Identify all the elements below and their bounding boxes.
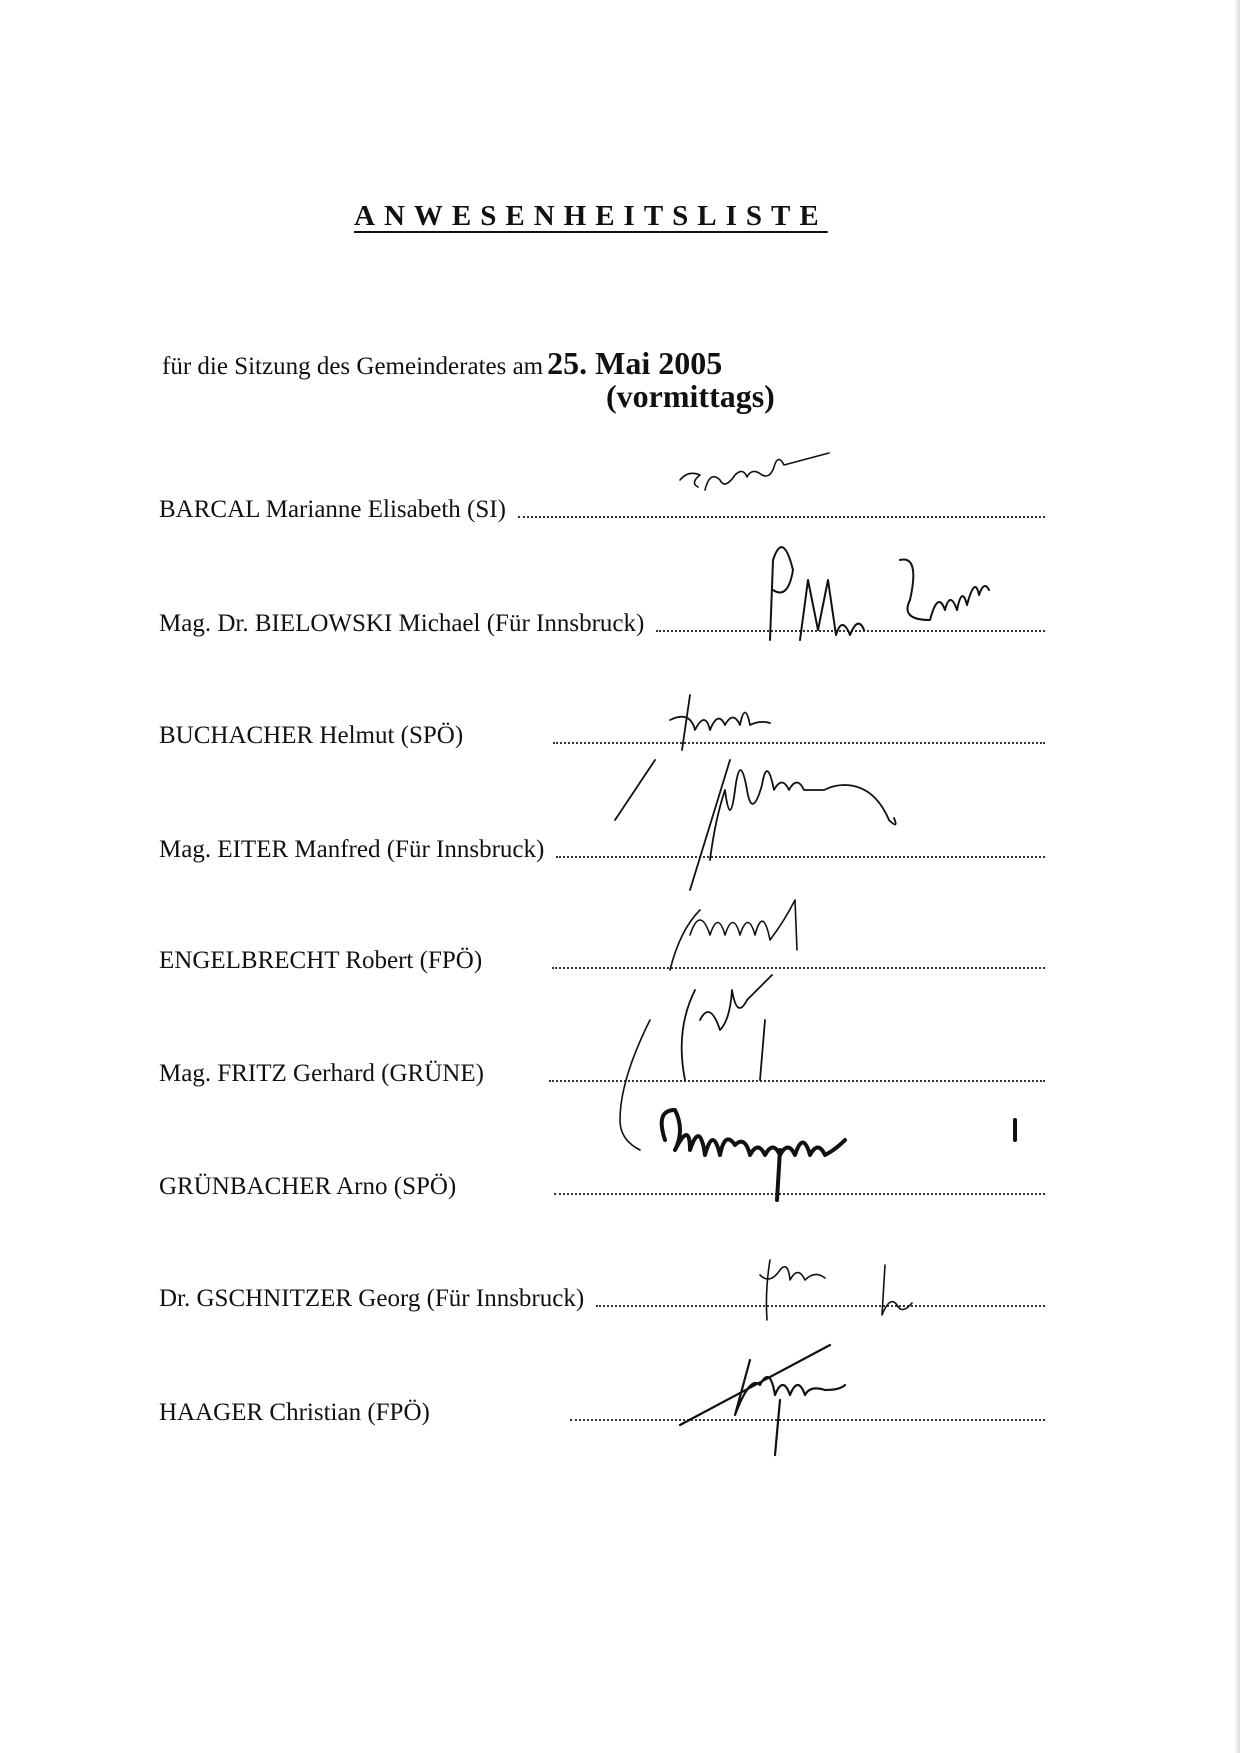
- signature-line: [518, 516, 1045, 518]
- attendee-name: Mag. Dr. BIELOWSKI Michael (Für Innsbruck): [159, 610, 645, 637]
- attendee-name: HAAGER Christian (FPÖ): [159, 1399, 430, 1426]
- attendee-row: [159, 722, 1045, 750]
- attendee-name: BUCHACHER Helmut (SPÖ): [159, 722, 464, 749]
- attendee-row: [159, 496, 1045, 524]
- attendee-row: [159, 610, 1045, 638]
- signature-barcal: [680, 453, 829, 490]
- signature-line: [554, 1193, 1045, 1195]
- session-text: für die Sitzung des Gemeinderates am: [162, 353, 544, 380]
- attendee-name: Dr. GSCHNITZER Georg (Für Innsbruck): [159, 1285, 585, 1312]
- signature-line: [552, 967, 1045, 969]
- signature-line: [596, 1305, 1045, 1307]
- signature-line: [556, 856, 1045, 858]
- attendee-row: [159, 1173, 1045, 1201]
- attendee-name: Mag. FRITZ Gerhard (GRÜNE): [159, 1060, 484, 1087]
- signature-line: [656, 630, 1045, 632]
- attendee-name: GRÜNBACHER Arno (SPÖ): [159, 1173, 457, 1200]
- attendee-row: [159, 836, 1045, 864]
- signature-line: [553, 742, 1045, 744]
- page-title: ANWESENHEITSLISTE: [354, 200, 828, 232]
- signature-line: [549, 1080, 1045, 1082]
- attendee-name: BARCAL Marianne Elisabeth (SI): [159, 496, 506, 523]
- signature-line: [570, 1419, 1045, 1421]
- attendee-row: [159, 1285, 1045, 1313]
- signature-buchacher: [615, 695, 770, 820]
- scan-edge: [1234, 0, 1240, 1753]
- session-date: 25. Mai 2005: [547, 345, 723, 381]
- attendee-row: [159, 947, 1045, 975]
- attendee-name: ENGELBRECHT Robert (FPÖ): [159, 947, 483, 974]
- session-line: [162, 345, 722, 382]
- attendee-row: [159, 1060, 1045, 1088]
- session-time: (vormittags): [606, 378, 775, 414]
- signature-eiter: [690, 760, 896, 890]
- signature-engelbrecht: [620, 900, 797, 1150]
- attendee-row: [159, 1399, 1045, 1427]
- attendee-name: Mag. EITER Manfred (Für Innsbruck): [159, 836, 545, 863]
